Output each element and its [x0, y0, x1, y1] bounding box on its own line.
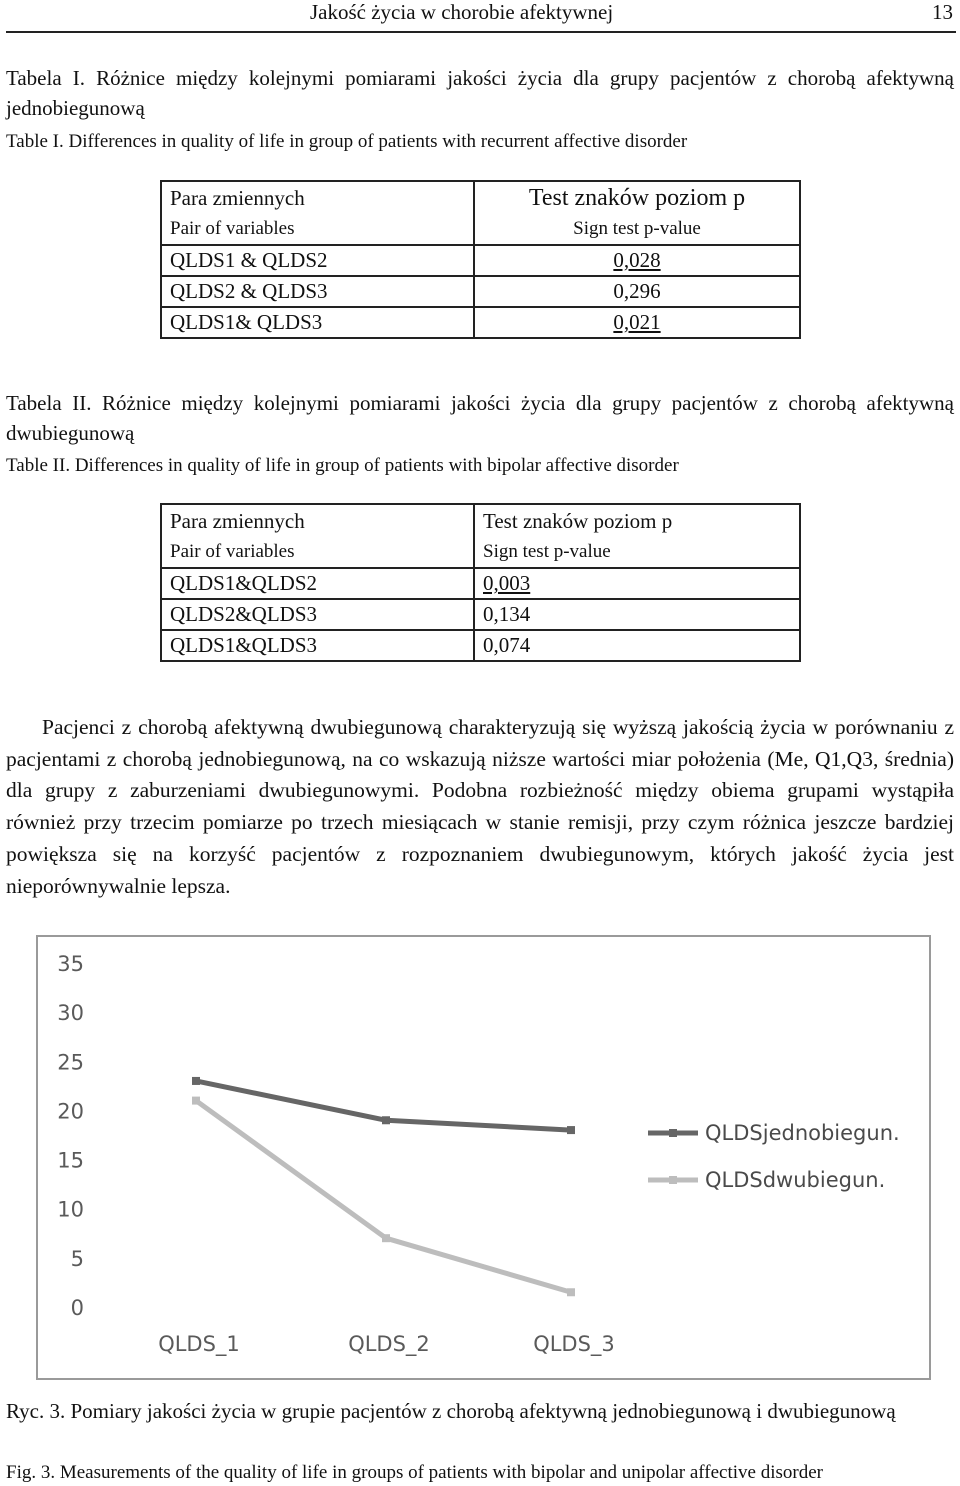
table2-caption-pl: Tabela II. Różnice między kolejnymi pomiarami jakości życia dla grupy pacjentów z chorobą afektywną dwubiegunową	[6, 391, 954, 445]
table1-col2-header-en: Sign test p-value	[474, 214, 800, 245]
figure-caption-en: Fig. 3. Measurements of the quality of life in groups of patients with bipolar and unipolar affective disorder	[6, 1462, 823, 1483]
x-axis-ticks	[158, 1332, 615, 1357]
legend-label: QLDSdwubiegun.	[705, 1168, 886, 1192]
line-chart	[36, 935, 931, 1380]
data-point-marker	[192, 1097, 200, 1105]
header-rule	[6, 31, 956, 33]
table1-caption-en: Table I. Differences in quality of life in group of patients with recurrent affective disorder	[6, 131, 688, 152]
y-tick-label: 10	[57, 1197, 84, 1222]
table2-header-row-en	[161, 537, 800, 568]
table2-pvalue-cell: 0,074	[483, 633, 531, 657]
data-point-marker	[192, 1077, 200, 1085]
figure-caption-pl: Ryc. 3. Pomiary jakości życia w grupie pacjentów z chorobą afektywną jednobiegunową i dwubiegunową	[6, 1399, 896, 1423]
table1-pair-cell: QLDS1 & QLDS2	[161, 245, 474, 276]
y-tick-label: 30	[57, 1001, 84, 1026]
table1-header-row-en	[161, 214, 800, 245]
x-tick-label: QLDS_3	[533, 1332, 615, 1356]
table1-pvalue-cell: 0,028	[613, 248, 661, 272]
table1-col1-header-en: Pair of variables	[161, 214, 474, 245]
table1-pvalue-cell: 0,296	[613, 279, 661, 303]
y-tick-label: 0	[70, 1296, 84, 1320]
x-tick-label: QLDS_2	[348, 1332, 430, 1356]
table1-header-row-pl	[161, 181, 800, 214]
table1-caption-pl: Tabela I. Różnice między kolejnymi pomiarami jakości życia dla grupy pacjentów z chorobą afektywną jednobiegunową	[6, 66, 954, 120]
table-row	[161, 599, 800, 630]
table1-col1-header-pl: Para zmiennych	[161, 181, 474, 214]
legend-marker	[669, 1129, 677, 1137]
table1-pair-cell: QLDS1& QLDS3	[161, 307, 474, 338]
page-number: 13	[932, 0, 953, 24]
table1-col2-header-pl: Test znaków poziom p	[474, 181, 800, 214]
table-row	[161, 568, 800, 599]
table2-pair-cell: QLDS1&QLDS3	[161, 630, 474, 661]
y-tick-label: 20	[57, 1099, 84, 1124]
y-tick-label: 5	[70, 1246, 84, 1271]
y-tick-label: 35	[57, 952, 84, 976]
y-tick-label: 25	[57, 1050, 84, 1075]
table1-pvalue-cell: 0,021	[613, 310, 661, 334]
data-point-marker	[382, 1116, 390, 1124]
table2-caption-en: Table II. Differences in quality of life in group of patients with bipolar affective disorder	[6, 455, 679, 476]
y-tick-label: 15	[57, 1148, 84, 1173]
data-point-marker	[567, 1288, 575, 1296]
table2-col2-header-pl: Test znaków poziom p	[474, 504, 800, 537]
x-tick-label: QLDS_1	[158, 1332, 240, 1356]
table-row	[161, 245, 800, 276]
data-point-marker	[567, 1126, 575, 1134]
table1-pair-cell: QLDS2 & QLDS3	[161, 276, 474, 307]
legend-label: QLDSjednobiegun.	[705, 1121, 900, 1145]
body-paragraph: Pacjenci z chorobą afektywną dwubiegunową charakteryzują się wyższą jakością życia w porównaniu z pacjentami z chorobą jednobiegunową, na co wskazują niższe wartości miar położenia (Me, Q1,Q3, średnia) dla grupy z zaburzeniami dwubiegunowymi. Podobna rozbieżność między obiema grupami wystąpiła również przy trzecim pomiarze po trzech miesiącach w stanie remisji, przy czym różnica jeszcze bardziej powiększa się na korzyść pacjentów z rozpoznaniem dwubiegunowym, których jakość życia jest nieporównywalnie lepsza.	[6, 715, 954, 898]
table-row	[161, 630, 800, 661]
table2-col2-header-en: Sign test p-value	[474, 537, 800, 568]
table2-col1-header-en: Pair of variables	[161, 537, 474, 568]
table2-pair-cell: QLDS1&QLDS2	[161, 568, 474, 599]
data-point-marker	[382, 1234, 390, 1242]
table2-header-row-pl	[161, 504, 800, 537]
running-title: Jakość życia w chorobie afektywnej	[310, 0, 614, 24]
table-row	[161, 276, 800, 307]
legend-marker	[669, 1176, 677, 1184]
table2	[160, 503, 801, 662]
table2-pvalue-cell: 0,003	[483, 571, 531, 595]
figure-chart	[36, 935, 931, 1380]
table-row	[161, 307, 800, 338]
table2-col1-header-pl: Para zmiennych	[161, 504, 474, 537]
chart-frame	[37, 936, 930, 1379]
table2-pvalue-cell: 0,134	[483, 602, 531, 626]
table1	[160, 180, 801, 339]
table2-pair-cell: QLDS2&QLDS3	[161, 599, 474, 630]
